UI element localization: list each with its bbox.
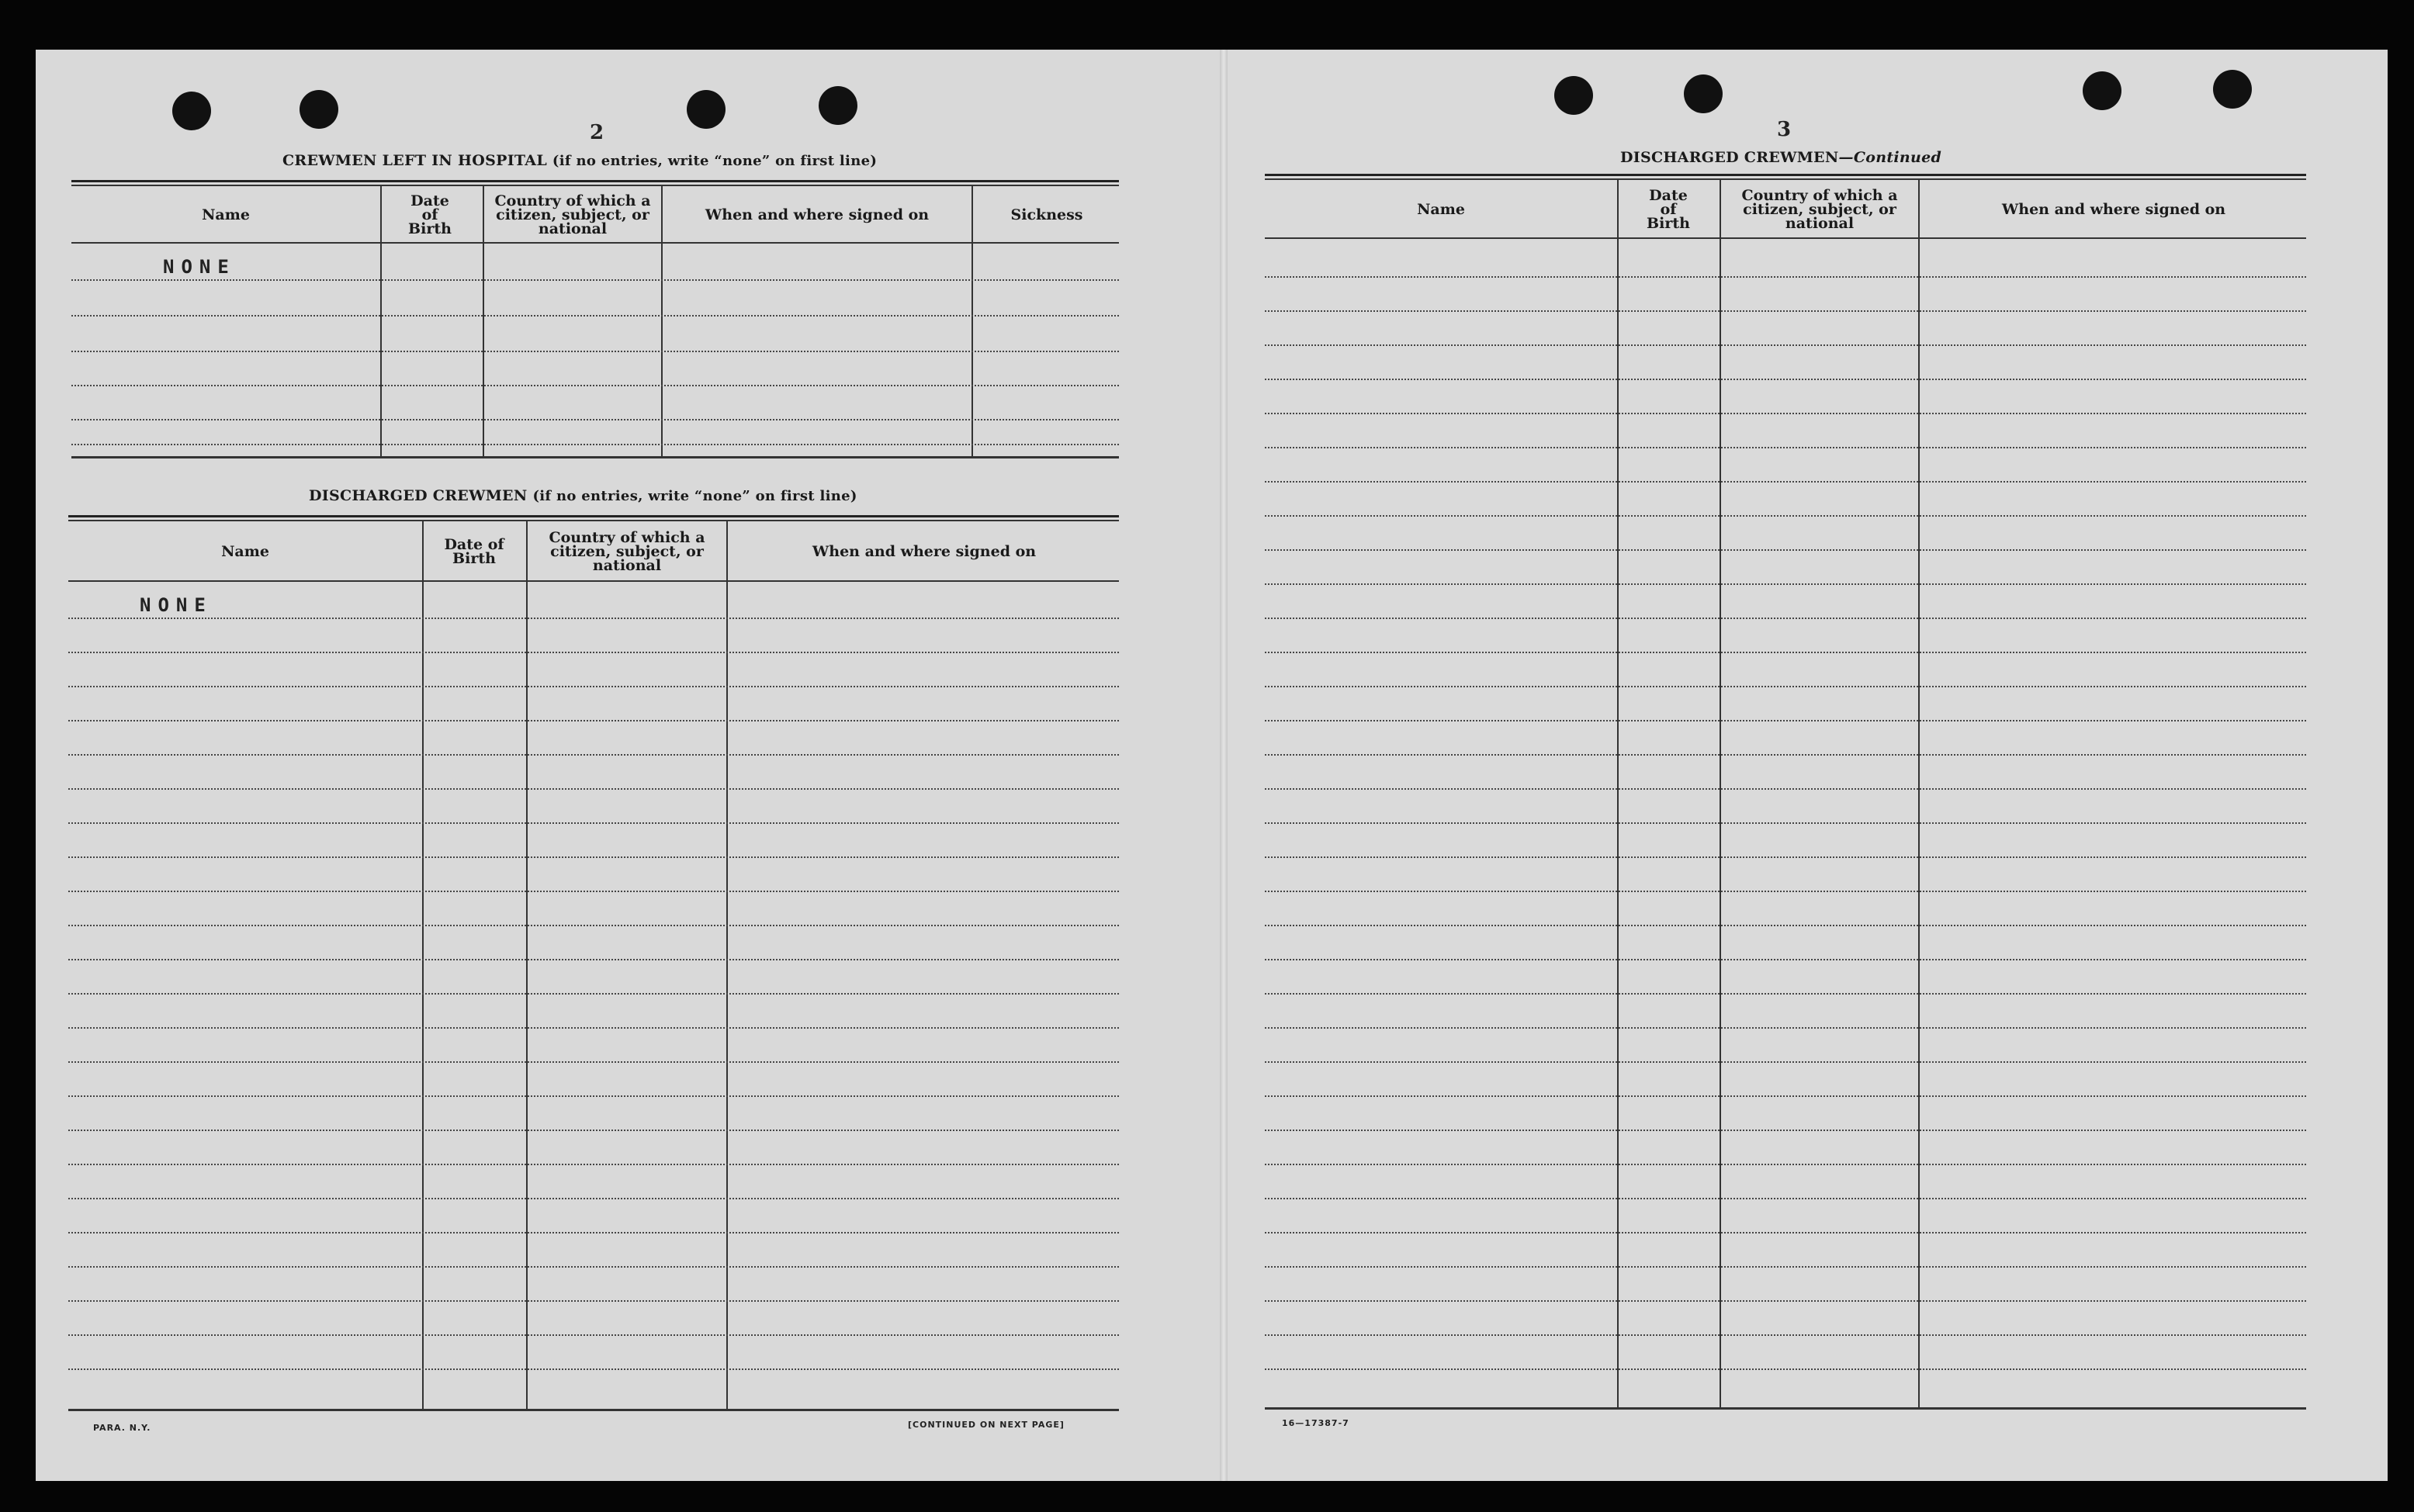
col-name-header: Name (1417, 200, 1465, 218)
discharged-title-text: DISCHARGED CREWMEN (309, 487, 528, 504)
discharged-continued-title (1620, 149, 1941, 166)
discharged-entry-none: NONE (140, 594, 213, 616)
page-number: 3 (1777, 118, 1792, 141)
page-gutter (1220, 50, 1228, 1481)
hospital-note-prefix: (if no entries, write (552, 153, 715, 169)
hospital-note-quoted: “none” (714, 153, 771, 169)
col-country-header: Country of which a citizen, subject, or national (1741, 187, 1898, 232)
col-sickness-header: Sickness (1010, 206, 1083, 223)
col-signed-on-header: When and where signed on (705, 206, 930, 223)
punch-hole (819, 86, 857, 125)
col-signed-on-header: When and where signed on (812, 542, 1037, 560)
discharged-note-suffix: on first line) (750, 488, 857, 504)
col-dob-header: Date of Birth (1647, 187, 1690, 232)
discharged-table-right (1265, 174, 2306, 1412)
punch-hole (300, 90, 338, 129)
footer-printer: PARA. N.Y. (93, 1423, 151, 1433)
continued-title-text: DISCHARGED CREWMEN (1620, 149, 1839, 166)
col-country-header: Country of which a citizen, subject, or national (494, 192, 651, 237)
hospital-note-suffix: on first line) (770, 153, 878, 169)
page-number: 2 (590, 121, 604, 144)
punch-hole (2213, 70, 2252, 109)
discharged-section-title (309, 487, 857, 504)
discharged-note-quoted: “none” (694, 488, 751, 504)
hospital-section-title (282, 152, 877, 169)
col-dob-header: Date of Birth (408, 192, 452, 237)
col-signed-on-header: When and where signed on (2001, 200, 2226, 218)
col-name-header: Name (202, 206, 250, 223)
punch-hole (687, 90, 726, 129)
punch-hole (172, 92, 211, 130)
hospital-title-text: CREWMEN LEFT IN HOSPITAL (282, 152, 547, 169)
footer-form-number: 16—17387-7 (1282, 1418, 1349, 1428)
punch-hole (1684, 74, 1723, 113)
col-name-header: Name (221, 542, 269, 560)
hospital-entry-none: NONE (163, 256, 236, 278)
punch-hole (2083, 71, 2121, 110)
discharged-table-left (68, 515, 1119, 1415)
discharged-note-prefix: (if no entries, write (532, 488, 694, 504)
hospital-table (71, 180, 1119, 461)
punch-hole (1554, 76, 1593, 115)
col-country-header: Country of which a citizen, subject, or national (549, 529, 705, 574)
continued-title-suffix: —Continued (1838, 149, 1942, 166)
footer-continued: [CONTINUED ON NEXT PAGE] (908, 1420, 1065, 1430)
col-dob-header: Date of Birth (444, 536, 504, 567)
